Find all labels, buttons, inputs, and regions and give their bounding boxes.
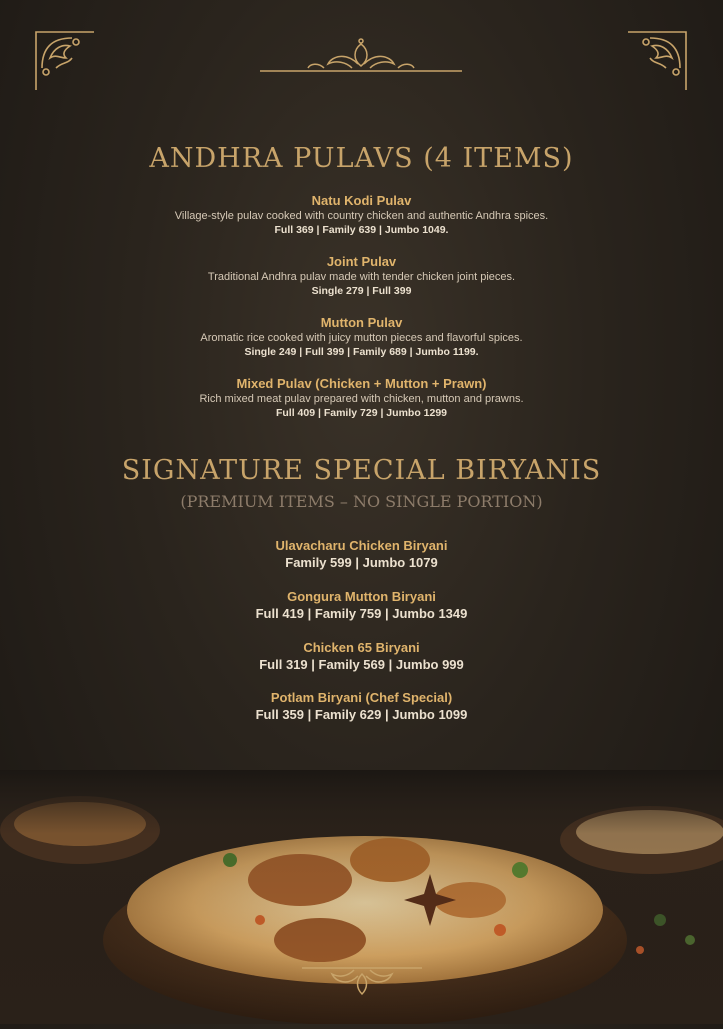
corner-flourish-icon bbox=[624, 28, 690, 94]
menu-item bbox=[0, 689, 723, 724]
item-price: Single 279 | Full 399 bbox=[311, 285, 412, 297]
section-title-andhra-pulavs: ANDHRA PULAVS (4 ITEMS) bbox=[149, 143, 574, 174]
menu-item bbox=[0, 314, 723, 359]
item-description: Aromatic rice cooked with juicy mutton pieces and flavorful spices. bbox=[200, 332, 523, 344]
menu-item bbox=[0, 537, 723, 572]
item-name: Natu Kodi Pulav bbox=[311, 193, 412, 208]
top-flourish-icon bbox=[258, 38, 464, 78]
menu-item bbox=[0, 375, 723, 420]
menu-item bbox=[0, 639, 723, 674]
item-price: Full 369 | Family 639 | Jumbo 1049. bbox=[274, 224, 449, 236]
bottom-flourish-icon bbox=[300, 960, 424, 1000]
item-description: Traditional Andhra pulav made with tender chicken joint pieces. bbox=[207, 271, 516, 283]
item-name: Joint Pulav bbox=[326, 254, 397, 269]
item-name: Ulavacharu Chicken Biryani bbox=[275, 538, 448, 553]
menu-item bbox=[0, 253, 723, 298]
item-name: Mixed Pulav (Chicken + Mutton + Prawn) bbox=[236, 376, 487, 391]
item-price: Full 359 | Family 629 | Jumbo 1099 bbox=[255, 707, 468, 722]
item-description: Village-style pulav cooked with country chicken and authentic Andhra spices. bbox=[174, 210, 549, 222]
item-name: Gongura Mutton Biryani bbox=[287, 589, 436, 604]
item-price: Full 319 | Family 569 | Jumbo 999 bbox=[259, 657, 464, 672]
item-price: Full 409 | Family 729 | Jumbo 1299 bbox=[275, 407, 448, 419]
section-title-signature-biryanis: SIGNATURE SPECIAL BIRYANIS bbox=[121, 455, 602, 486]
item-price: Single 249 | Full 399 | Family 689 | Jumbo 1199. bbox=[244, 346, 479, 358]
section-subtitle: (PREMIUM ITEMS – NO SINGLE PORTION) bbox=[180, 492, 543, 511]
item-price: Family 599 | Jumbo 1079 bbox=[285, 555, 438, 570]
item-name: Chicken 65 Biryani bbox=[303, 640, 420, 655]
item-name: Mutton Pulav bbox=[320, 315, 403, 330]
item-price: Full 419 | Family 759 | Jumbo 1349 bbox=[255, 606, 468, 621]
menu-item bbox=[0, 588, 723, 623]
item-name: Potlam Biryani (Chef Special) bbox=[270, 690, 453, 705]
menu-item bbox=[0, 192, 723, 237]
item-description: Rich mixed meat pulav prepared with chicken, mutton and prawns. bbox=[199, 393, 524, 405]
corner-flourish-icon bbox=[32, 28, 98, 94]
